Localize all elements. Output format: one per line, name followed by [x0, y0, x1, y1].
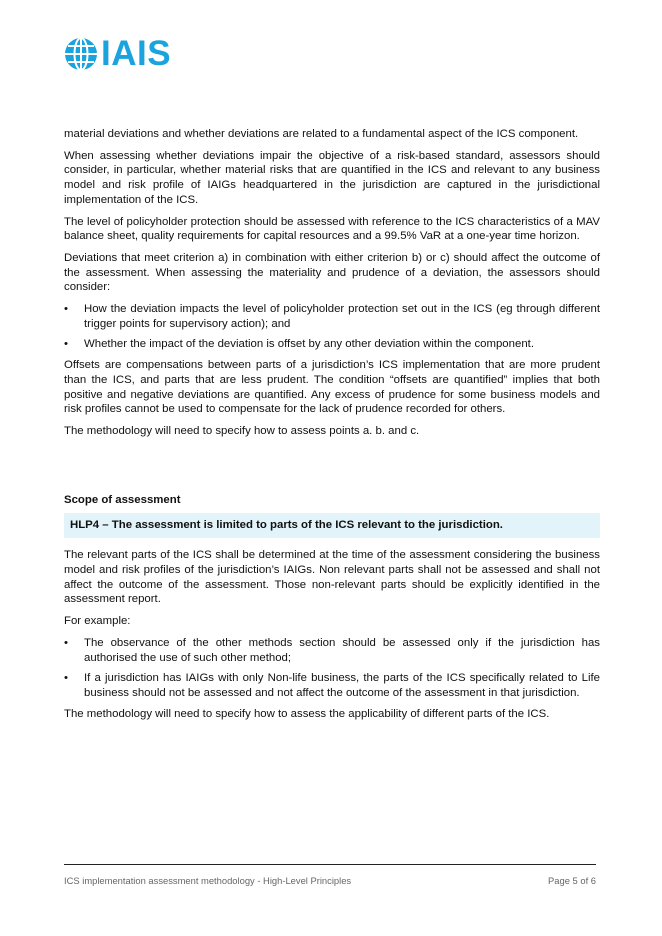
paragraph: For example: — [64, 615, 131, 628]
section-spacer — [64, 446, 600, 493]
page-body — [64, 127, 600, 728]
paragraph: Offsets are compensations between parts of a jurisdiction’s ICS implementation that are more prudent than the ICS, and parts that are less prudent. The condition “offsets are quantified” implies that both positive and negative deviations are quantified. Any excess of prudence for some business models and risk profiles cannot be used to compensate for the lack of prudence recorded for others. — [64, 359, 600, 416]
list-item: • How the deviation impacts the level of policyholder protection set out in the ICS (eg through different trigger points for supervisory action); and — [64, 302, 600, 331]
footer-divider — [64, 864, 596, 865]
globe-icon — [64, 37, 98, 71]
paragraph: The methodology will need to specify how to assess points a. b. and c. — [64, 424, 420, 437]
paragraph: material deviations and whether deviations are related to a fundamental aspect of the ICS component. — [64, 128, 579, 140]
principle-box: HLP4 – The assessment is limited to parts of the ICS relevant to the jurisdiction. — [64, 513, 600, 538]
list-item: • If a jurisdiction has IAIGs with only Non-life business, the parts of the ICS specifically related to Life business should not be assessed and not affect the outcome of the assessment in that jurisdiction. — [64, 671, 600, 700]
footer-title: ICS implementation assessment methodology - High-Level Principles — [64, 875, 352, 886]
logo-text: IAIS — [101, 34, 172, 73]
bullet-list — [64, 636, 600, 701]
iais-logo — [64, 36, 171, 72]
list-item: • The observance of the other methods section should be assessed only if the jurisdiction has authorised the use of such other method; — [64, 636, 600, 665]
paragraph: When assessing whether deviations impair the objective of a risk-based standard, assessors should consider, in particular, whether material risks that are quantified in the ICS and relevant to any business model and risk profile of IAIGs headquartered in the jurisdiction are captured in the jurisdictional implementation of the ICS. — [64, 149, 600, 206]
list-item: • Whether the impact of the deviation is offset by any other deviation within the component. — [64, 337, 600, 352]
paragraph: The relevant parts of the ICS shall be determined at the time of the assessment considering the business model and risk profiles of the jurisdiction’s IAIGs. Non relevant parts shall not be assessed and shall not affect the outcome of the assessment. Those non-relevant parts should be explicitly identified in the assessment report. — [64, 549, 600, 606]
bullet-list — [64, 302, 600, 352]
paragraph: Deviations that meet criterion a) in combination with either criterion b) or c) should affect the outcome of the assessment. When assessing the materiality and prudence of a deviation, the assessors should consider: — [64, 251, 600, 294]
paragraph: The methodology will need to specify how to assess the applicability of different parts of the ICS. — [64, 707, 550, 720]
paragraph: The level of policyholder protection should be assessed with reference to the ICS characteristics of a MAV balance sheet, quality requirements for capital resources and a 99.5% VaR at a one-year time horizon. — [64, 215, 600, 243]
section-heading: Scope of assessment — [64, 493, 181, 506]
page-number: Page 5 of 6 — [548, 875, 596, 886]
